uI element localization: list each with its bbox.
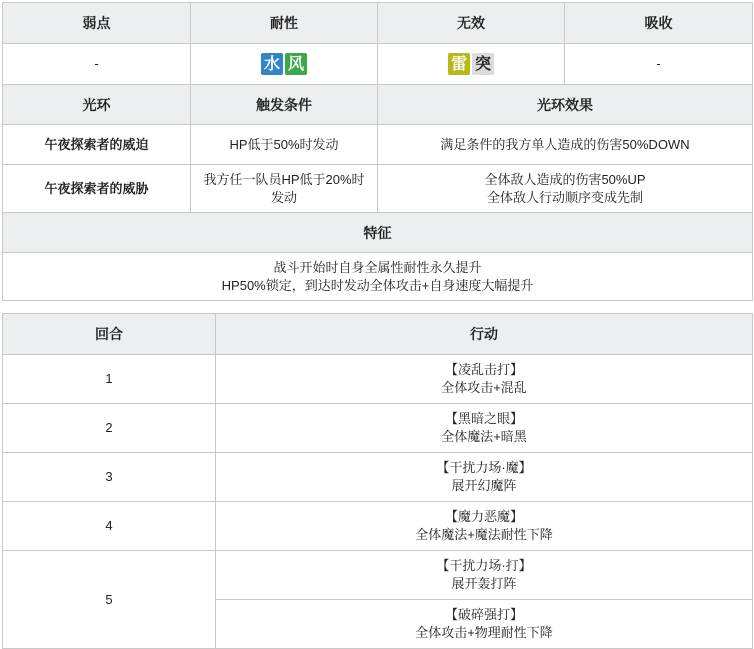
traits-cell xyxy=(3,253,753,301)
header-turn: 回合 xyxy=(3,314,216,355)
action-name: 【干扰力场·打】 xyxy=(436,558,532,573)
weakness-value: - xyxy=(3,44,191,85)
aura-condition: HP低于50%时发动 xyxy=(191,125,378,165)
action-cell xyxy=(216,502,753,551)
aura-name: 午夜探索者的威胁 xyxy=(3,165,191,213)
header-absorb: 吸收 xyxy=(565,3,753,44)
header-aura-effect: 光环效果 xyxy=(378,85,753,125)
action-cell xyxy=(216,551,753,600)
aura-condition-line: 我方任一队员HP低于20%时 xyxy=(203,171,365,187)
action-name: 【凌乱击打】 xyxy=(444,362,523,377)
action-effect: 全体魔法+暗黑 xyxy=(441,429,527,444)
action-name: 【黑暗之眼】 xyxy=(444,411,523,426)
turn-action-table xyxy=(2,313,753,649)
action-effect: 展开幻魔阵 xyxy=(451,478,517,493)
wind-element-icon: 风 xyxy=(285,53,307,75)
header-weakness: 弱点 xyxy=(3,3,191,44)
aura-effect-line: 全体敌人造成的伤害50%UP xyxy=(484,171,646,187)
turn-number: 3 xyxy=(3,453,216,502)
trait-line: HP50%锁定，到达时发动全体攻击+自身速度大幅提升 xyxy=(221,277,534,293)
nullify-cell xyxy=(378,44,565,85)
thunder-element-icon: 雷 xyxy=(448,53,470,75)
action-name: 【干扰力场·魔】 xyxy=(436,460,532,475)
resistance-aura-table xyxy=(2,2,753,301)
action-name: 【魔力恶魔】 xyxy=(444,509,523,524)
aura-effect: 满足条件的我方单人造成的伤害50%DOWN xyxy=(378,125,753,165)
aura-name: 午夜探索者的威迫 xyxy=(3,125,191,165)
pierce-element-icon: 突 xyxy=(472,53,494,75)
action-effect: 展开轰打阵 xyxy=(451,576,517,591)
resist-cell xyxy=(191,44,378,85)
water-element-icon: 水 xyxy=(261,53,283,75)
action-effect: 全体攻击+混乱 xyxy=(441,380,527,395)
turn-number: 2 xyxy=(3,404,216,453)
action-effect: 全体攻击+物理耐性下降 xyxy=(415,625,553,640)
turn-number: 1 xyxy=(3,355,216,404)
absorb-value: - xyxy=(565,44,753,85)
action-cell xyxy=(216,355,753,404)
turn-number: 5 xyxy=(3,551,216,649)
aura-condition xyxy=(191,165,378,213)
action-cell xyxy=(216,600,753,649)
turn-number: 4 xyxy=(3,502,216,551)
action-effect: 全体魔法+魔法耐性下降 xyxy=(415,527,553,542)
trait-line: 战斗开始时自身全属性耐性永久提升 xyxy=(273,259,482,275)
header-action: 行动 xyxy=(216,314,753,355)
aura-effect-line: 全体敌人行动顺序变成先制 xyxy=(486,189,643,205)
aura-condition-line: 发动 xyxy=(270,189,297,205)
header-resist: 耐性 xyxy=(191,3,378,44)
header-nullify: 无效 xyxy=(378,3,565,44)
header-traits: 特征 xyxy=(3,213,753,253)
action-cell xyxy=(216,453,753,502)
action-cell xyxy=(216,404,753,453)
header-aura: 光环 xyxy=(3,85,191,125)
action-name: 【破碎强打】 xyxy=(444,607,523,622)
aura-effect xyxy=(378,165,753,213)
header-trigger: 触发条件 xyxy=(191,85,378,125)
